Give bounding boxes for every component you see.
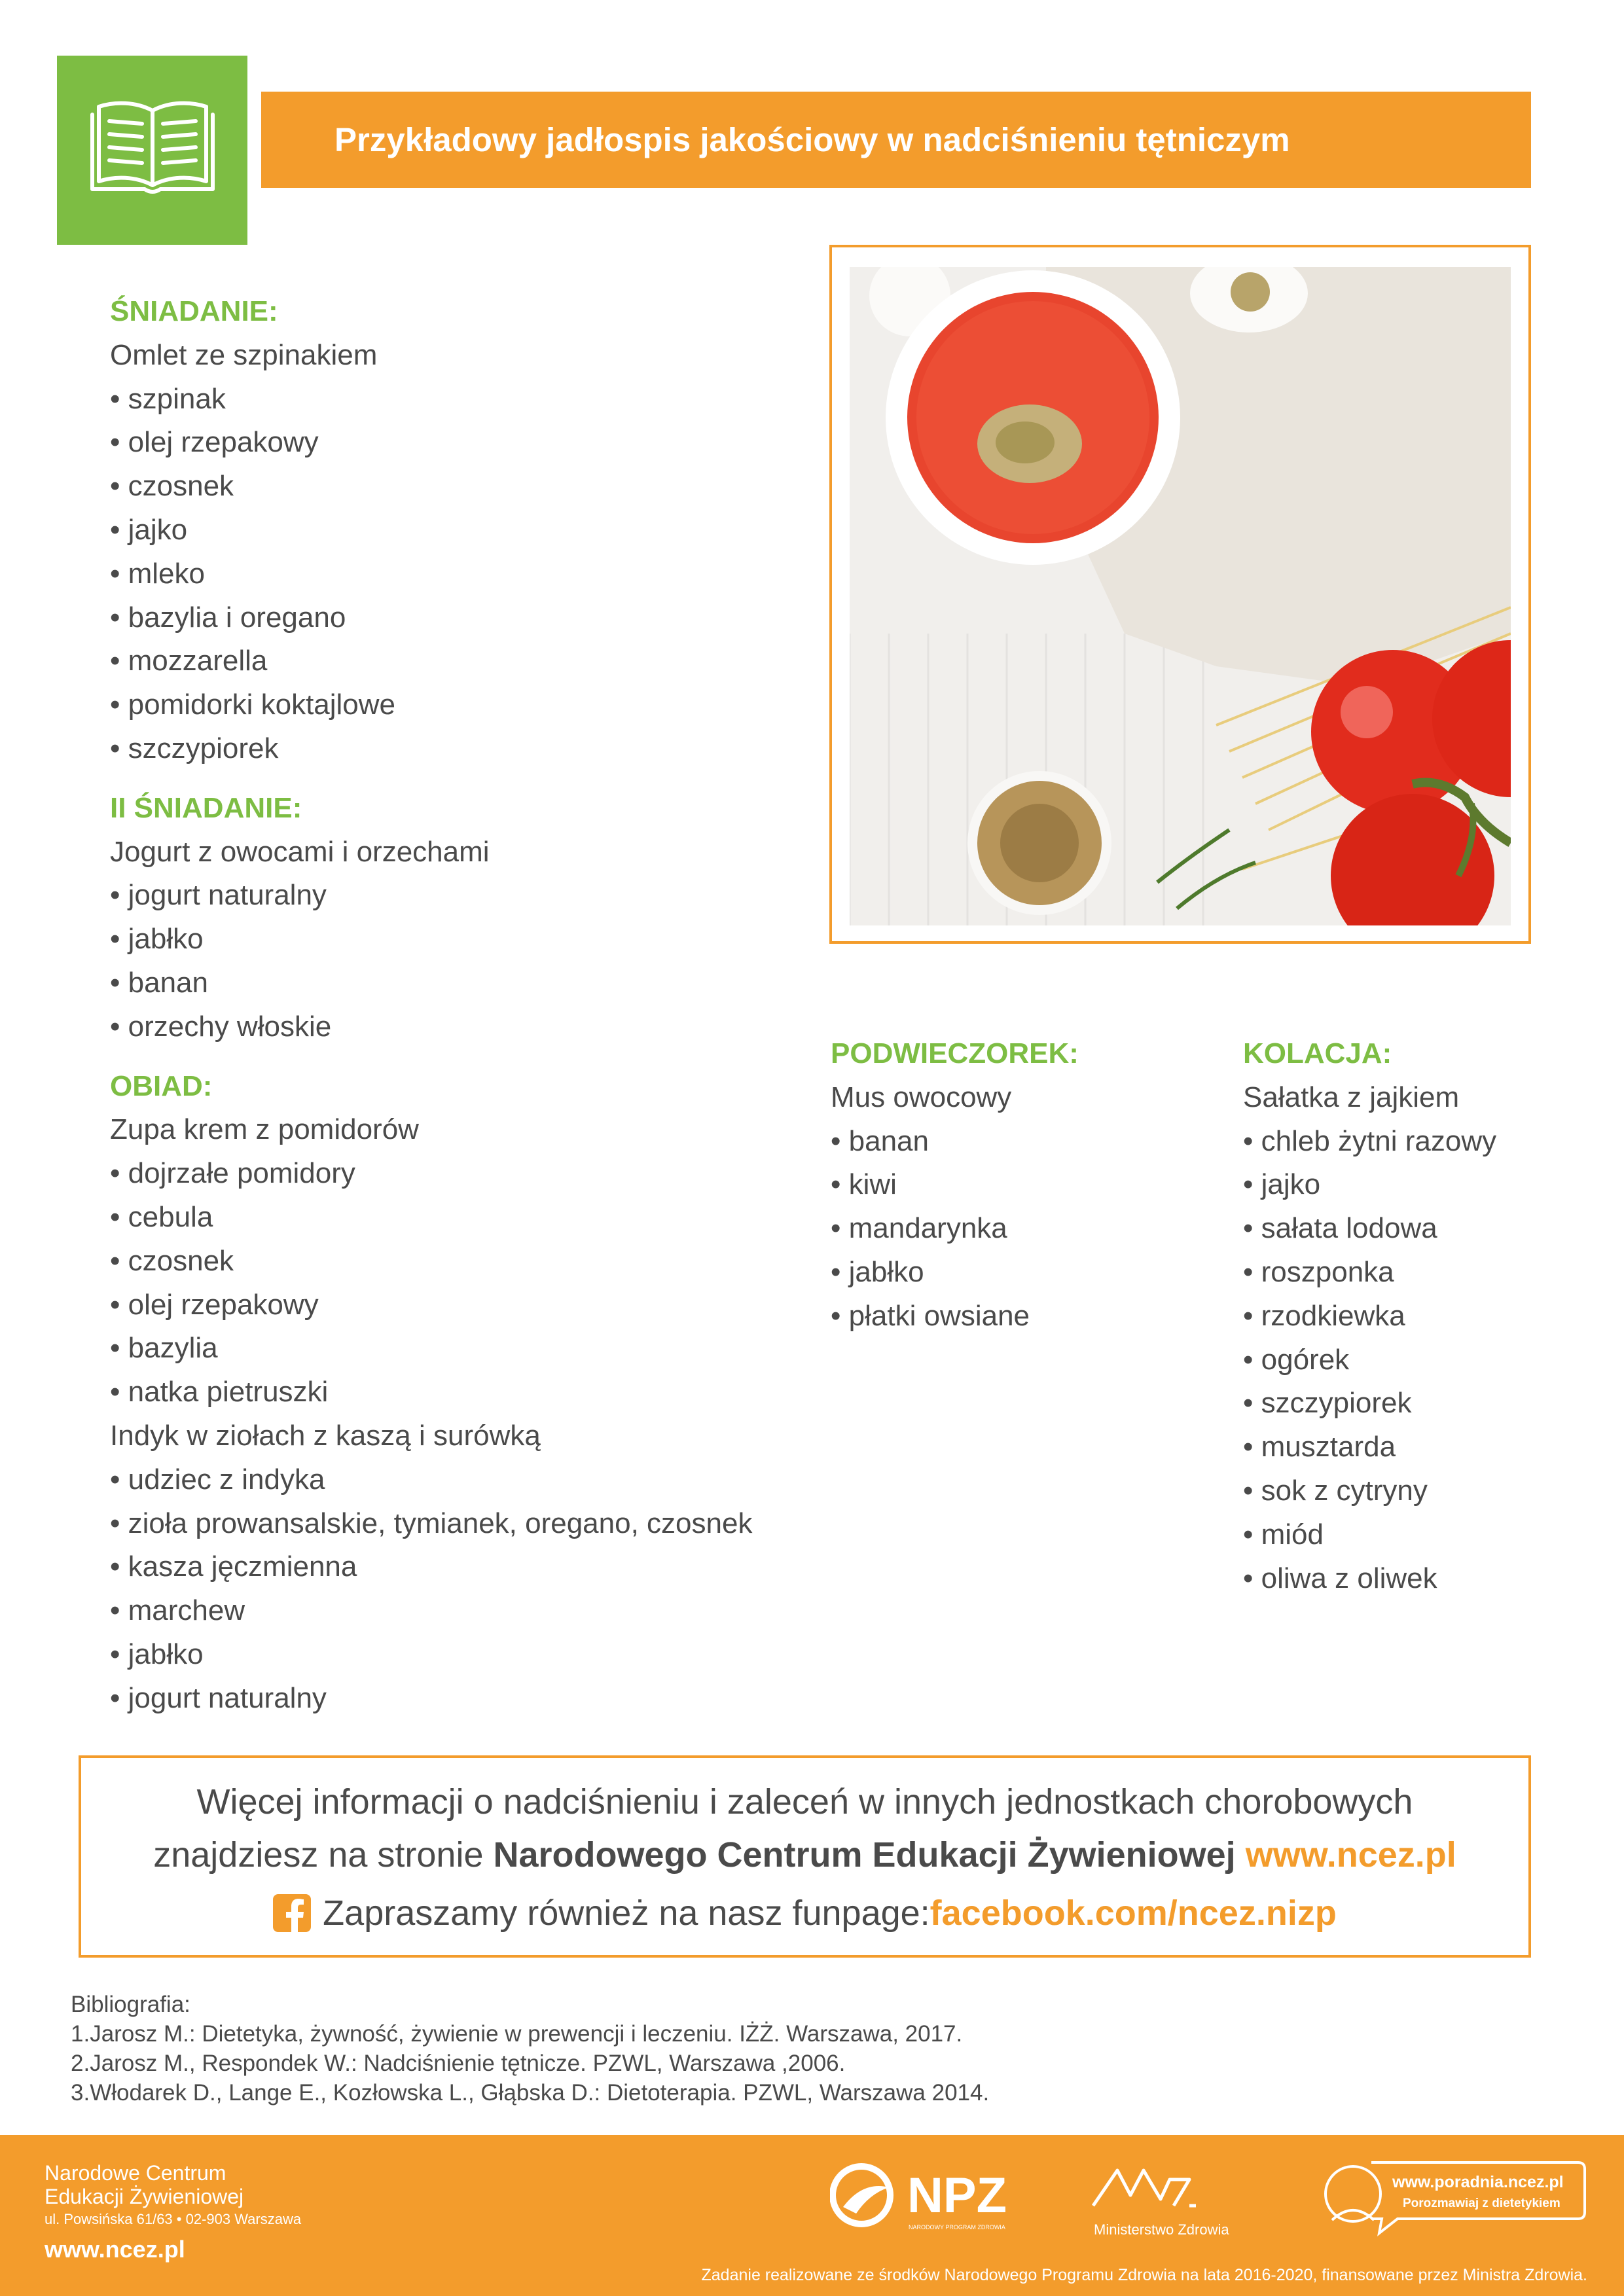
menu-item: • dojrzałe pomidory [110,1157,355,1190]
menu-item: • pomidorki koktajlowe [110,689,396,721]
menu-item: • szpinak [110,382,226,415]
menu-item: • miód [1243,1518,1324,1551]
menu-item: • sałata lodowa [1243,1212,1437,1245]
info-line-2-text: znajdziesz na stronie [153,1835,494,1874]
menu-item: • czosnek [110,470,234,503]
menu-item: • chleb żytni razowy [1243,1124,1497,1157]
menu-left-column [110,290,752,1721]
menu-item: • szczypiorek [110,732,279,764]
menu-item: • kiwi [831,1168,897,1201]
bibliography-item: 1.Jarosz M.: Dietetyka, żywność, żywienie w prewencji i leczeniu. IŻŻ. Warszawa, 2017. [71,2021,963,2047]
menu-item: Zupa krem z pomidorów [110,1113,419,1146]
section-spacer [110,1049,752,1065]
meal-heading: II ŚNIADANIE: [110,791,302,824]
meal-heading: PODWIECZOREK: [831,1037,1079,1069]
menu-item: • roszponka [1243,1255,1394,1288]
menu-item: • jogurt naturalny [110,1681,327,1714]
menu-item: • musztarda [1243,1431,1396,1463]
book-icon-tile [57,56,247,245]
bibliography-item: 2.Jarosz M., Respondek W.: Nadciśnienie tętnicze. PZWL, Warszawa ,2006. [71,2051,846,2076]
menu-snack-column [831,1032,1079,1338]
poradnia-logo[interactable] [1319,2155,1587,2243]
ncez-name: Narodowego Centrum Edukacji Żywieniowej [493,1835,1236,1874]
page-title: Przykładowy jadłospis jakościowy w nadciśnieniu tętniczym [334,121,1290,158]
footer-org-line-2: Edukacji Żywieniowej [45,2185,244,2208]
meal-heading: KOLACJA: [1243,1037,1392,1069]
footer-address: ul. Powsińska 61/63 • 02-903 Warszawa [45,2211,302,2227]
menu-item: • marchew [110,1594,245,1627]
menu-item: • bazylia i oregano [110,601,346,634]
info-line-3 [81,1893,1528,1933]
menu-item: Jogurt z owocami i orzechami [110,835,490,868]
tomato-soup-photo [850,267,1511,925]
menu-item: • rzodkiewka [1243,1299,1405,1332]
menu-item: Sałatka z jajkiem [1243,1081,1460,1113]
menu-item: • jogurt naturalny [110,879,327,912]
footer-org-name [45,2161,244,2208]
menu-item: • natka pietruszki [110,1376,329,1408]
menu-item: • banan [110,966,208,999]
menu-item: • kasza jęczmienna [110,1551,357,1583]
bibliography [71,1990,989,2108]
ministry-name: Ministerstwo Zdrowia [1094,2221,1229,2238]
menu-item: • jabłko [110,923,204,956]
footer-website[interactable]: www.ncez.pl [45,2236,185,2263]
menu-item: • jajko [110,513,188,546]
footer [0,2135,1624,2296]
footer-org-line-1: Narodowe Centrum [45,2161,226,2185]
book-icon [90,98,215,196]
menu-item: • banan [831,1124,929,1157]
menu-item: • oliwa z oliwek [1243,1562,1437,1594]
menu-item: • jajko [1243,1168,1321,1201]
info-line-3-text: Zapraszamy również na nasz funpage: [323,1893,930,1933]
menu-item: • ogórek [1243,1343,1350,1376]
menu-item: • olej rzepakowy [110,1288,319,1321]
section-spacer [110,771,752,787]
menu-item: • cebula [110,1200,213,1233]
menu-item: • sok z cytryny [1243,1474,1428,1507]
menu-item: • mozzarella [110,645,268,677]
menu-item: • jabłko [831,1255,924,1288]
ncez-website-link[interactable]: www.ncez.pl [1245,1835,1456,1874]
info-line-1: Więcej informacji o nadciśnieniu i zaleceń w innych jednostkach chorobowych [196,1782,1413,1821]
photo-frame [829,245,1531,944]
bibliography-heading: Bibliografia: [71,1992,190,2017]
menu-item: • olej rzepakowy [110,426,319,459]
menu-item: • orzechy włoskie [110,1010,332,1043]
funding-note: Zadanie realizowane ze środków Narodowego Programu Zdrowia na lata 2016-2020, finansowane przez Ministra Zdrowia. [701,2266,1587,2284]
facebook-icon[interactable] [273,1894,311,1932]
poradnia-url: www.poradnia.ncez.pl [1392,2173,1564,2191]
npz-subtitle: NARODOWY PROGRAM ZDROWIA [909,2224,1005,2231]
ministry-logo [1090,2161,1247,2243]
menu-item: • jabłko [110,1638,204,1670]
menu-item: • mleko [110,557,205,590]
menu-item: Indyk w ziołach z kaszą i surówką [110,1419,541,1452]
menu-item: Omlet ze szpinakiem [110,338,378,371]
menu-item: • udziec z indyka [110,1463,325,1496]
meal-heading: OBIAD: [110,1069,213,1102]
menu-item: • płatki owsiane [831,1299,1030,1332]
menu-item: • czosnek [110,1244,234,1277]
menu-item: Mus owocowy [831,1081,1012,1113]
menu-dinner-column [1243,1032,1496,1600]
npz-text: NPZ [907,2168,1007,2223]
menu-item: • mandarynka [831,1212,1007,1245]
info-line-2 [81,1835,1528,1875]
info-box [79,1755,1531,1958]
menu-item: • bazylia [110,1332,218,1365]
facebook-link[interactable]: facebook.com/ncez.nizp [929,1893,1337,1933]
menu-item: • szczypiorek [1243,1387,1412,1420]
poradnia-tagline: Porozmawiaj z dietetykiem [1403,2197,1561,2210]
meal-heading: ŚNIADANIE: [110,295,278,327]
bibliography-item: 3.Włodarek D., Lange E., Kozłowska L., Głąbska D.: Dietoterapia. PZWL, Warszawa 2014. [71,2080,990,2106]
menu-item: • zioła prowansalskie, tymianek, oregano, czosnek [110,1507,753,1539]
title-bar [261,92,1531,188]
npz-logo [830,2161,1026,2236]
